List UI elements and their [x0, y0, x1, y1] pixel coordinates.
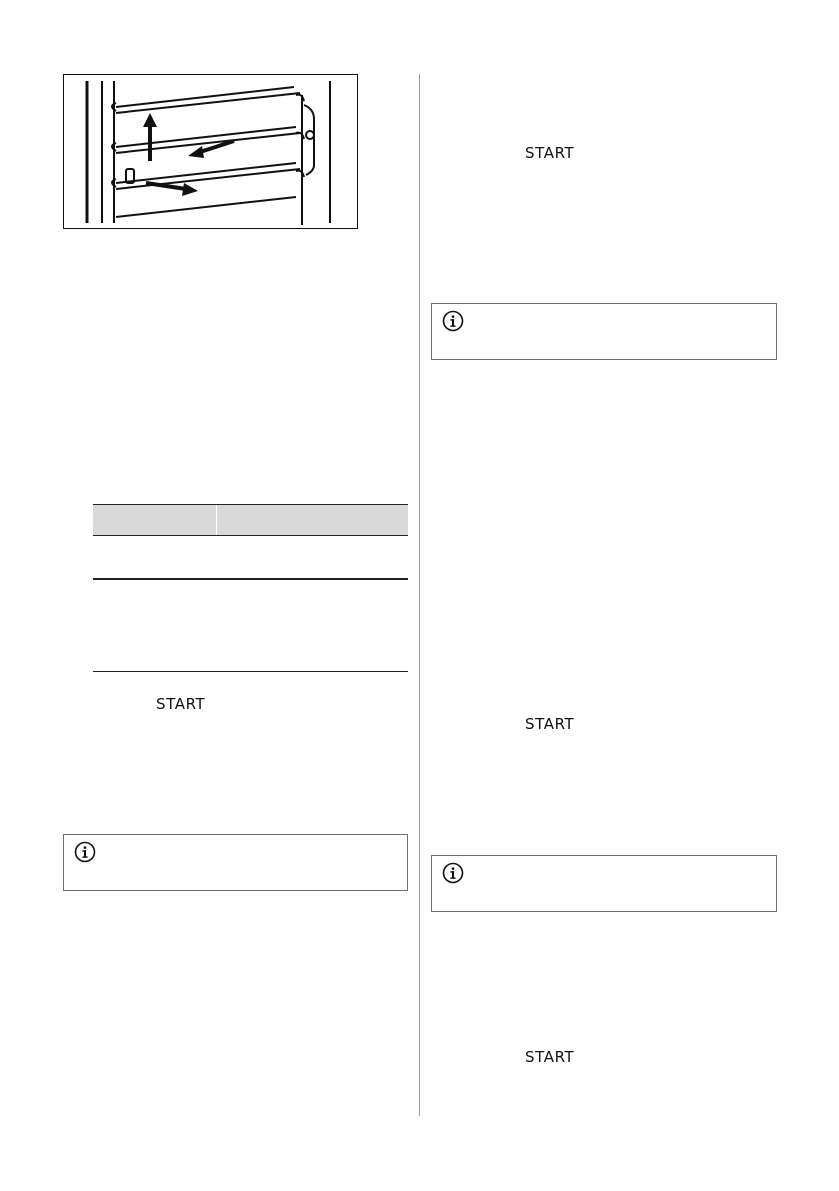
start-button-label: START	[525, 144, 575, 162]
note-box	[431, 855, 777, 912]
start-button-label: START	[525, 1048, 575, 1066]
start-button-label: START	[525, 715, 575, 733]
table-row-divider	[93, 535, 408, 536]
info-icon	[442, 310, 464, 332]
table-header-separator	[216, 505, 217, 536]
column-divider	[419, 74, 420, 1116]
note-box	[63, 834, 408, 891]
table-bottom-rule	[93, 671, 408, 672]
shelf-support-drawing	[64, 75, 357, 228]
table-header-row	[93, 504, 408, 535]
shelf-support-figure	[63, 74, 358, 229]
info-icon	[442, 862, 464, 884]
info-icon	[74, 841, 96, 863]
start-button-label: START	[156, 695, 206, 713]
table-row-divider	[93, 578, 408, 580]
note-box	[431, 303, 777, 360]
